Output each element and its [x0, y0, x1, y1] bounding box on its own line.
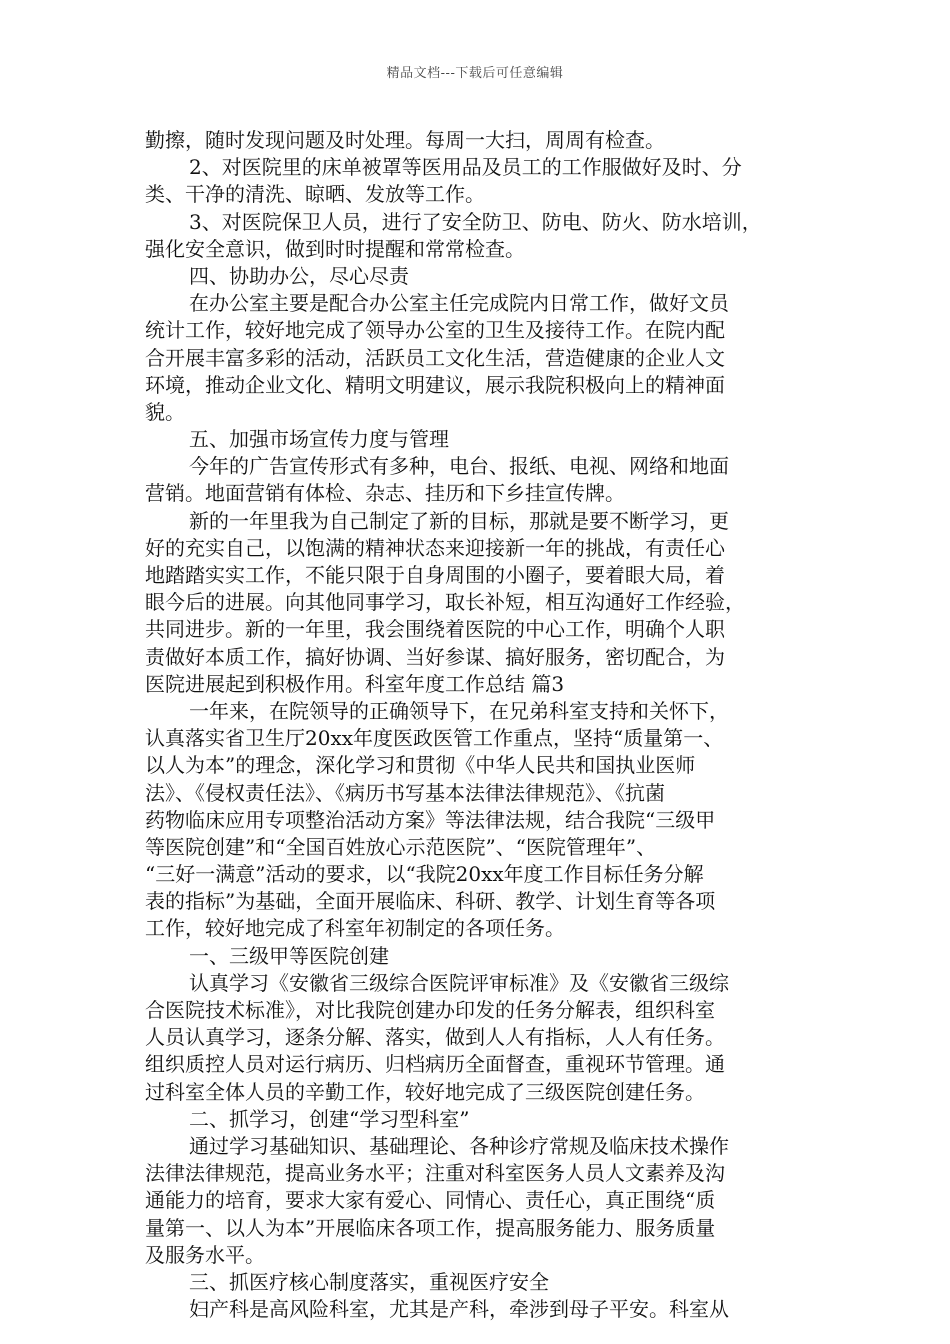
- paragraph-line: 责做好本质工作，搞好协调、当好参谋、搞好服务，密切配合，为: [145, 644, 725, 669]
- paragraph-line: 统计工作，较好地完成了领导办公室的卫生及接待工作。在院内配: [145, 318, 725, 343]
- paragraph-line: 表的指标”为基础，全面开展临床、科研、教学、计划生育等各项: [145, 889, 716, 914]
- paragraph-line: 以人为本”的理念，深化学习和贯彻《中华人民共和国执业医师: [145, 753, 696, 778]
- paragraph-line: 五、加强市场宣传力度与管理: [189, 427, 449, 452]
- paragraph-line: 2、对医院里的床单被罩等医用品及员工的工作服做好及时、分: [189, 155, 742, 180]
- paragraph-line: 在办公室主要是配合办公室主任完成院内日常工作，做好文员: [189, 291, 729, 316]
- paragraph-line: 眼今后的进展。向其他同事学习，取长补短，相互沟通好工作经验，: [145, 590, 745, 615]
- paragraph-line: 营销。地面营销有体检、杂志、挂历和下乡挂宣传牌。: [145, 481, 625, 506]
- paragraph-line: 组织质控人员对运行病历、归档病历全面督查，重视环节管理。通: [145, 1052, 725, 1077]
- paragraph-line: 药物临床应用专项整治活动方案》等法律法规，结合我院“三级甲: [145, 807, 716, 832]
- document-body: [145, 127, 817, 1323]
- paragraph-line: 好的充实自己，以饱满的精神状态来迎接新一年的挑战，有责任心: [145, 535, 725, 560]
- paragraph-line: “三好一满意”活动的要求，以“我院20xx年度工作目标任务分解: [145, 862, 704, 887]
- paragraph-line: 貌。: [145, 399, 185, 424]
- paragraph-line: 二、抓学习，创建“学习型科室”: [189, 1106, 470, 1131]
- paragraph-line: 认真落实省卫生厅20xx年度医政医管工作重点，坚持“质量第一、: [145, 726, 724, 751]
- paragraph-line: 妇产科是高风险科室，尤其是产科，牵涉到母子平安。科室从: [189, 1297, 729, 1322]
- paragraph-line: 环境，推动企业文化、精明文明建议，展示我院积极向上的精神面: [145, 372, 725, 397]
- paragraph-line: 今年的广告宣传形式有多种，电台、报纸、电视、网络和地面: [189, 454, 729, 479]
- paragraph-line: 勤擦，随时发现问题及时处理。每周一大扫，周周有检查。: [145, 128, 665, 152]
- paragraph-line: 一、三级甲等医院创建: [189, 943, 389, 968]
- paragraph-line: 人员认真学习，逐条分解、落实，做到人人有指标，人人有任务。: [145, 1025, 725, 1050]
- paragraph-line: 共同进步。新的一年里，我会围绕着医院的中心工作，明确个人职: [145, 617, 725, 642]
- paragraph-line: 医院进展起到积极作用。科室年度工作总结 篇3: [145, 671, 565, 696]
- paragraph-line: 地踏踏实实工作，不能只限于自身周围的小圈子，要着眼大局，着: [145, 563, 725, 587]
- paragraph-line: 类、干净的清洗、晾晒、发放等工作。: [145, 182, 485, 207]
- paragraph-line: 通过学习基础知识、基础理论、各种诊疗常规及临床技术操作: [189, 1133, 729, 1158]
- paragraph-line: 工作，较好地完成了科室年初制定的各项任务。: [145, 916, 565, 941]
- paragraph-line: 三、抓医疗核心制度落实，重视医疗安全: [189, 1269, 549, 1294]
- paragraph-line: 强化安全意识，做到时时提醒和常常检查。: [145, 236, 525, 261]
- paragraph-line: 法》、《侵权责任法》、《病历书写基本法律法律规范》、《抗菌: [145, 780, 665, 805]
- paragraph-line: 通能力的培育，要求大家有爱心、同情心、责任心，真正围绕“质: [145, 1188, 716, 1213]
- paragraph-line: 四、协助办公，尽心尽责: [189, 263, 409, 288]
- paragraph-line: 合开展丰富多彩的活动，活跃员工文化生活，营造健康的企业人文: [145, 345, 725, 370]
- paragraph-line: 合医院技术标准》，对比我院创建办印发的任务分解表，组织科室: [145, 998, 715, 1022]
- page-header: 精品文档---下载后可任意编辑: [386, 66, 564, 81]
- paragraph-line: 法律法律规范，提高业务水平；注重对科室医务人员人文素养及沟: [145, 1161, 725, 1186]
- paragraph-line: 过科室全体人员的辛勤工作，较好地完成了三级医院创建任务。: [145, 1079, 705, 1104]
- paragraph-line: 认真学习《安徽省三级综合医院评审标准》及《安徽省三级综: [189, 970, 729, 995]
- paragraph-line: 一年来，在院领导的正确领导下，在兄弟科室支持和关怀下，: [189, 698, 729, 723]
- paragraph-line: 新的一年里我为自己制定了新的目标，那就是要不断学习，更: [189, 508, 729, 533]
- paragraph-line: 量第一、以人为本”开展临床各项工作，提高服务能力、服务质量: [145, 1215, 716, 1240]
- paragraph-line: 等医院创建”和“全国百姓放心示范医院”、“医院管理年”、: [145, 834, 657, 859]
- paragraph-line: 及服务水平。: [145, 1242, 265, 1267]
- paragraph-line: 3、对医院保卫人员，进行了安全防卫、防电、防火、防水培训，: [189, 209, 762, 234]
